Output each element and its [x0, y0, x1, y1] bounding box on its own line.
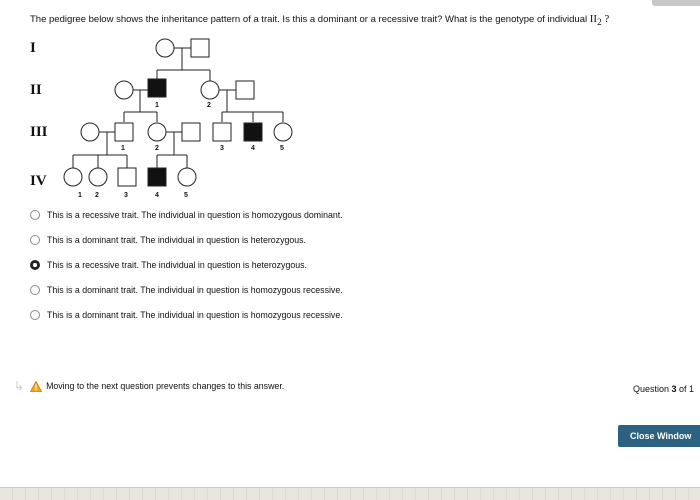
- answer-option-4[interactable]: [30, 283, 343, 297]
- gen3-number-5: 5: [280, 145, 284, 152]
- gen4-number-1: 1: [78, 192, 82, 199]
- pedigree-chart: [0, 30, 300, 205]
- gen3-individual-1-male: [115, 123, 133, 141]
- radio-button[interactable]: [30, 310, 40, 320]
- generation-label-IV: IV: [30, 173, 47, 189]
- radio-button[interactable]: [30, 210, 40, 220]
- radio-button-selected[interactable]: [30, 260, 40, 270]
- footer-bar: [0, 487, 700, 500]
- gen2-individual-1-affected-male: [148, 79, 166, 97]
- gen2-spouse-female: [115, 81, 133, 99]
- gen4-number-3: 3: [124, 192, 128, 199]
- answer-option-1[interactable]: [30, 208, 343, 222]
- gen2-number-1: 1: [155, 102, 159, 109]
- question-counter: Question 3 of 1: [633, 384, 695, 394]
- gen3-number-3: 3: [220, 145, 224, 152]
- answer-option-5[interactable]: [30, 308, 343, 322]
- gen3-individual-5-female: [274, 123, 292, 141]
- radio-button[interactable]: [30, 285, 40, 295]
- gen3-individual-4-affected-male: [244, 123, 262, 141]
- gen4-individual-4-affected-male: [148, 168, 166, 186]
- generation-label-II: II: [30, 82, 42, 98]
- gen4-number-2: 2: [95, 192, 99, 199]
- radio-button[interactable]: [30, 235, 40, 245]
- gen4-individual-2-female: [89, 168, 107, 186]
- gen2-individual-2-female: [201, 81, 219, 99]
- warning-triangle-icon: [30, 381, 42, 392]
- answer-option-label: This is a dominant trait. The individual in question is heterozygous.: [47, 235, 306, 245]
- gen2-spouse-male: [236, 81, 254, 99]
- gen4-individual-5-female: [178, 168, 196, 186]
- gen4-individual-3-male: [118, 168, 136, 186]
- gen4-number-4: 4: [155, 192, 159, 199]
- question-suffix: ?: [601, 13, 610, 25]
- gen1-female: [156, 39, 174, 57]
- gen4-individual-1-female: [64, 168, 82, 186]
- gen3-number-4: 4: [251, 145, 255, 152]
- answer-option-2[interactable]: [30, 233, 306, 247]
- generation-label-III: III: [30, 124, 48, 140]
- individual-label: $II_2$: [589, 13, 602, 28]
- top-tab: [652, 0, 700, 6]
- answer-option-label: This is a dominant trait. The individual in question is homozygous recessive.: [47, 310, 343, 320]
- warning-message: [14, 378, 284, 394]
- answer-option-label: This is a recessive trait. The individual in question is homozygous dominant.: [47, 210, 343, 220]
- warning-text: Moving to the next question prevents changes to this answer.: [46, 381, 285, 391]
- gen1-male: [191, 39, 209, 57]
- gen3-number-2: 2: [155, 145, 159, 152]
- gen3-individual-3-male: [213, 123, 231, 141]
- gen3-spouse-male: [182, 123, 200, 141]
- gen3-spouse-female: [81, 123, 99, 141]
- generation-label-I: I: [30, 40, 36, 56]
- answer-option-label: This is a recessive trait. The individual in question is heterozygous.: [47, 260, 307, 270]
- answer-option-label: This is a dominant trait. The individual in question is homozygous recessive.: [47, 285, 343, 295]
- gen4-number-5: 5: [184, 192, 188, 199]
- close-window-button[interactable]: Close Window: [618, 425, 700, 447]
- gen3-individual-2-female: [148, 123, 166, 141]
- answer-option-3[interactable]: [30, 258, 307, 272]
- gen3-number-1: 1: [121, 145, 125, 152]
- next-arrow-icon: ↳: [14, 379, 25, 393]
- gen2-number-2: 2: [207, 102, 211, 109]
- question-text: [30, 13, 609, 27]
- question-body: The pedigree below shows the inheritance pattern of a trait. Is this a dominant or a recessive trait? What is the genotype of individual: [30, 14, 590, 25]
